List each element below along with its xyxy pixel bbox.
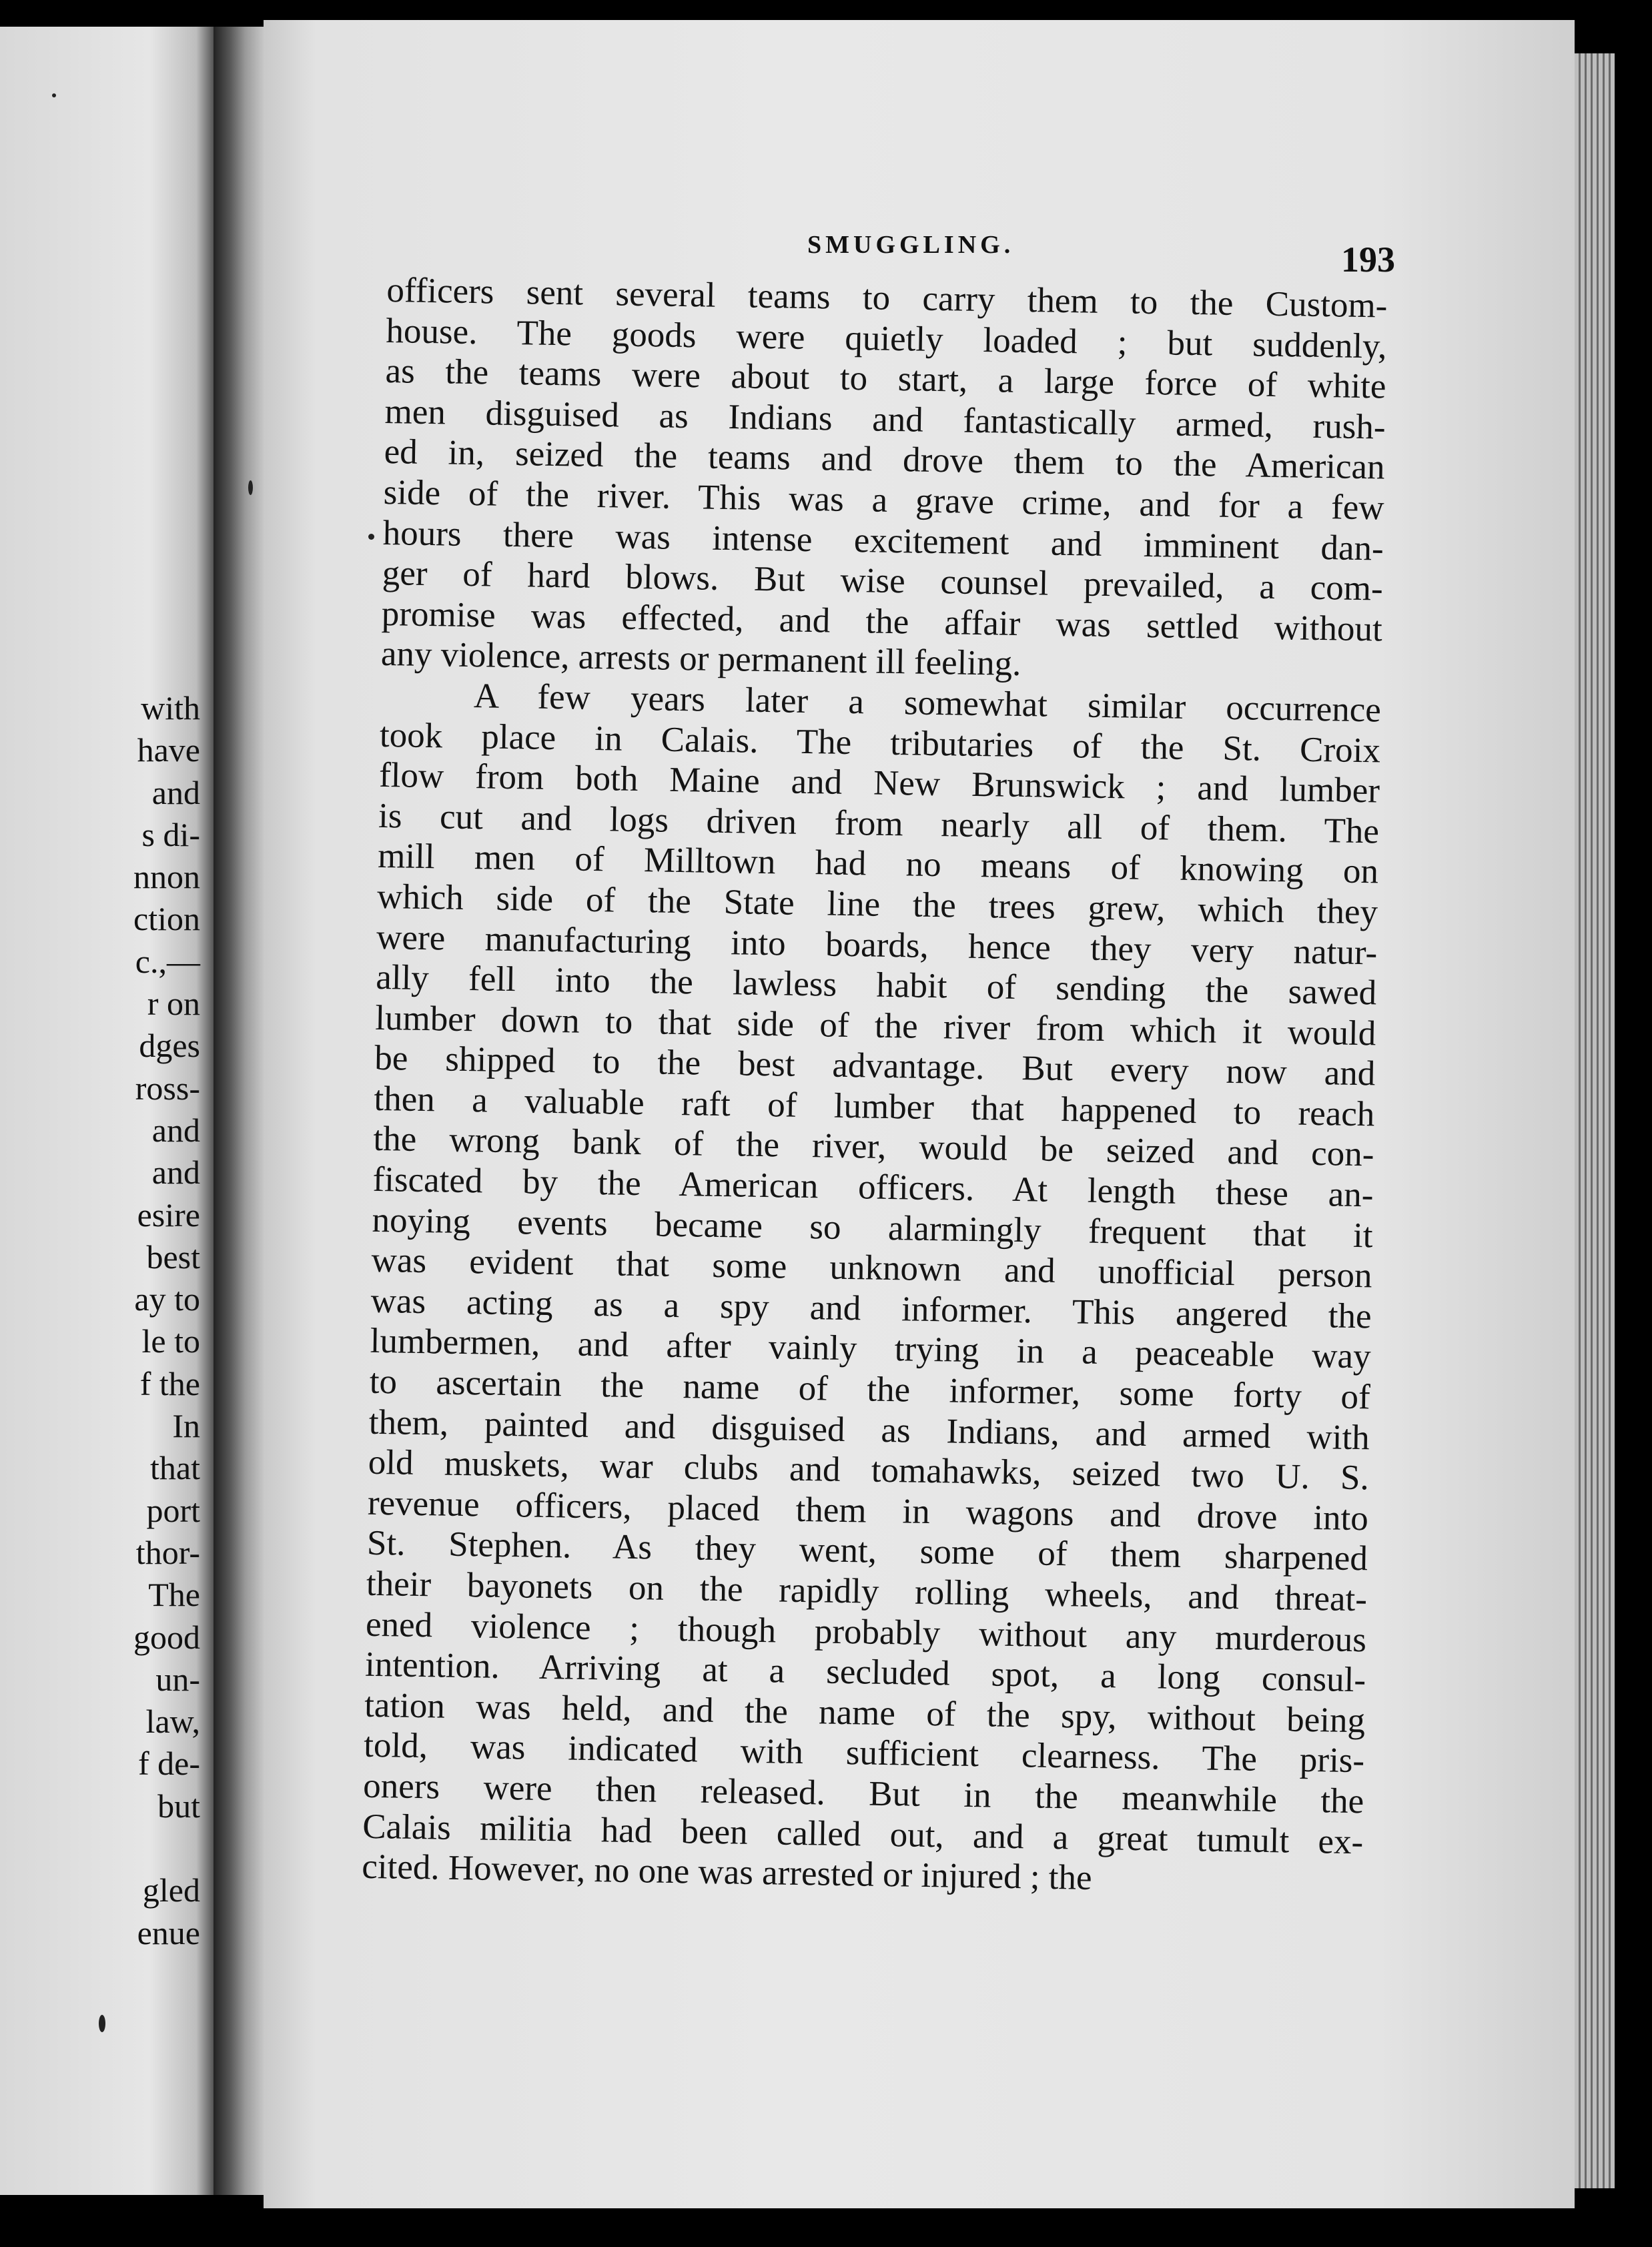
text-line: revenue officers, placed them in wagons and drove into bbox=[367, 1483, 1369, 1538]
text-line: old muskets, war clubs and tomahawks, seized two U. S. bbox=[368, 1443, 1370, 1498]
text-line: mill men of Milltown had no means of knowing on bbox=[377, 837, 1379, 891]
facing-page-fragment: but bbox=[157, 1787, 200, 1825]
facing-page-fragment: gled bbox=[142, 1871, 200, 1909]
facing-page-fragment: with bbox=[141, 689, 200, 727]
facing-page-left bbox=[0, 27, 214, 2195]
facing-page-fragment: have bbox=[137, 731, 200, 769]
text-line: promise was effected, and the affair was settled without bbox=[381, 594, 1383, 649]
text-line: side of the river. This was a grave crime, and for a few bbox=[383, 472, 1385, 528]
facing-page-fragment: and bbox=[151, 773, 200, 811]
text-line: was acting as a spy and informer. This angered the bbox=[370, 1281, 1372, 1336]
facing-page-fragment: ction bbox=[133, 900, 200, 938]
text-line: then a valuable raft of lumber that happened to reach bbox=[374, 1079, 1375, 1134]
facing-page-fragment: f the bbox=[139, 1364, 200, 1402]
text-line: to ascertain the name of the informer, some forty of bbox=[369, 1362, 1371, 1417]
facing-page-fragment: best bbox=[146, 1238, 200, 1276]
text-line: lumbermen, and after vainly trying in a peaceable way bbox=[370, 1322, 1372, 1376]
text-line: them, painted and disguised as Indians, and armed with bbox=[368, 1402, 1370, 1457]
facing-page-fragment: thor- bbox=[135, 1533, 200, 1571]
facing-page-fragment: f de- bbox=[138, 1745, 200, 1783]
facing-page-fragment: In bbox=[172, 1407, 200, 1445]
facing-page-fragment: dges bbox=[139, 1027, 200, 1065]
text-line: lumber down to that side of the river from which it would bbox=[374, 998, 1376, 1053]
running-head: SMUGGLING. bbox=[807, 231, 1015, 259]
facing-page-text-fragments bbox=[0, 687, 200, 1954]
facing-page-fragment: and bbox=[151, 1111, 200, 1149]
facing-page-fragment: s di- bbox=[141, 815, 200, 853]
text-line: was evident that some unknown and unofficial person bbox=[371, 1241, 1372, 1296]
text-line: hours there was intense excitement and imminent dan- bbox=[382, 513, 1384, 568]
facing-page-fragment: enue bbox=[137, 1913, 200, 1951]
text-line: is cut and logs driven from nearly all of them. The bbox=[378, 796, 1380, 851]
facing-page-fragment: law, bbox=[145, 1703, 200, 1741]
text-line: house. The goods were quietly loaded ; but suddenly, bbox=[386, 311, 1387, 366]
facing-page-fragment bbox=[0, 1827, 200, 1869]
facing-page-fragment: esire bbox=[137, 1196, 200, 1234]
text-line: told, was indicated with sufficient clearness. The pris- bbox=[363, 1726, 1365, 1781]
text-line: men disguised as Indians and fantastically armed, rush- bbox=[384, 392, 1386, 447]
text-line: which side of the State line the trees grew, which they bbox=[376, 877, 1378, 932]
body-text bbox=[362, 270, 1388, 1903]
page-edges bbox=[1575, 53, 1615, 2188]
text-line: ed in, seized the teams and drove them to the American bbox=[384, 432, 1385, 487]
facing-page-fragment: ross- bbox=[135, 1069, 200, 1107]
text-line: were manufacturing into boards, hence they very natur- bbox=[376, 917, 1378, 972]
facing-page-fragment: nnon bbox=[133, 858, 200, 896]
page-number: 193 bbox=[1341, 240, 1395, 280]
text-line: oners were then released. But in the meanwhile the bbox=[362, 1766, 1364, 1821]
scan-speck bbox=[248, 480, 253, 495]
facing-page-fragment: The bbox=[148, 1576, 200, 1614]
book-gutter bbox=[214, 27, 267, 2195]
text-line: tation was held, and the name of the spy, without being bbox=[364, 1685, 1366, 1741]
text-line: Calais militia had been called out, and a great tumult ex- bbox=[362, 1807, 1364, 1861]
facing-page-fragment: un- bbox=[155, 1660, 200, 1698]
text-line: cited. However, no one was arrested or injured ; the bbox=[361, 1847, 1093, 1898]
facing-page-fragment: r on bbox=[147, 985, 200, 1023]
text-line: intention. Arriving at a secluded spot, a long consul- bbox=[364, 1645, 1366, 1700]
text-line: St. Stephen. As they went, some of them sharpened bbox=[366, 1524, 1368, 1579]
text-line: fiscated by the American officers. At length these an- bbox=[372, 1160, 1374, 1215]
text-line: A few years later a somewhat similar occurrence bbox=[473, 677, 1382, 730]
text-line: ened violence ; though probably without any murderous bbox=[365, 1605, 1367, 1659]
facing-page-fragment: that bbox=[150, 1449, 200, 1487]
text-line: ger of hard blows. But wise counsel prevailed, a com- bbox=[382, 554, 1384, 608]
text-line: flow from both Maine and New Brunswick ; and lumber bbox=[378, 756, 1380, 811]
text-line: their bayonets on the rapidly rolling wheels, and threat- bbox=[366, 1564, 1368, 1619]
text-line: as the teams were about to start, a large force of white bbox=[385, 352, 1386, 406]
facing-page-fragment: c.,— bbox=[135, 942, 200, 980]
scan-speck bbox=[99, 2015, 105, 2032]
facing-page-fragment: and bbox=[151, 1154, 200, 1192]
facing-page-fragment: ay to bbox=[134, 1280, 200, 1318]
facing-page-fragment: good bbox=[133, 1618, 200, 1656]
facing-page-fragment: port bbox=[146, 1491, 200, 1529]
text-line: any violence, arrests or permanent ill feeling. bbox=[380, 634, 1021, 684]
facing-page-fragment: le to bbox=[141, 1322, 200, 1360]
text-line: be shipped to the best advantage. But every now and bbox=[374, 1039, 1376, 1093]
text-line: took place in Calais. The tributaries of the St. Croix bbox=[379, 715, 1381, 771]
text-line: ally fell into the lawless habit of sending the sawed bbox=[375, 957, 1377, 1013]
scan-speck bbox=[368, 534, 374, 540]
text-line: noying events became so alarmingly frequent that it bbox=[372, 1200, 1373, 1256]
text-line: officers sent several teams to carry them to the Custom- bbox=[386, 270, 1388, 326]
text-line: the wrong bank of the river, would be seized and con- bbox=[373, 1119, 1374, 1174]
scan-speck bbox=[52, 93, 56, 97]
